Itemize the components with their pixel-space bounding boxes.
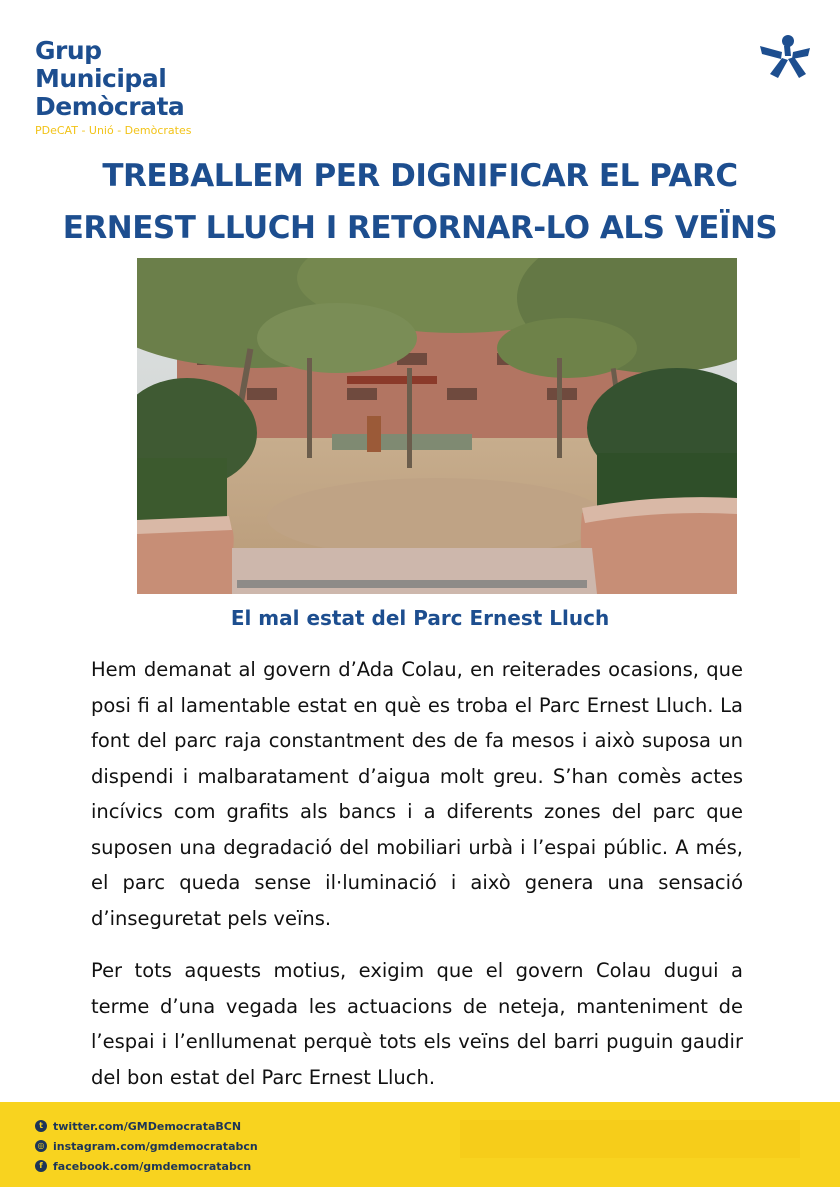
- social-link-facebook[interactable]: [35, 1156, 258, 1176]
- asterisk-person-icon: [758, 32, 810, 80]
- instagram-icon: ◎: [35, 1140, 47, 1152]
- logo-subtitle: PDeCAT - Unió - Demòcrates: [35, 124, 192, 137]
- footer-panel: [460, 1120, 800, 1158]
- facebook-icon: f: [35, 1160, 47, 1172]
- park-photo-drawing: [137, 258, 737, 594]
- page-title: [40, 150, 800, 254]
- social-link-text: facebook.com/gmdemocratabcn: [53, 1159, 252, 1173]
- social-links: [35, 1116, 258, 1176]
- social-link-text: twitter.com/GMDemocrataBCN: [53, 1119, 242, 1133]
- social-link-text: instagram.com/gmdemocratabcn: [53, 1139, 258, 1153]
- photo-caption: El mal estat del Parc Ernest Lluch: [230, 606, 610, 630]
- footer: [0, 1102, 840, 1187]
- logo-line-3: Demòcrata: [35, 92, 185, 121]
- logo-line-2: Municipal: [35, 64, 167, 93]
- logo-line-1: Grup: [35, 36, 102, 65]
- park-photo: [137, 258, 737, 594]
- paragraph: Hem demanat al govern d’Ada Colau, en reiterades ocasions, que posi fi al lamentable estat en què es troba el Parc Ernest Lluch. La font del parc raja constantment des de fa mesos i això suposa un dispendi i malbaratament d’aigua molt greu. S’han comès actes incívics com grafits als bancs i a diferents zones del parc que suposen una degradació del mobiliari urbà i l’espai públic. A més, el parc queda sense il·luminació i això genera una sensació d’inseguretat pels veïns.: [91, 658, 743, 930]
- article-body: [91, 652, 743, 1112]
- paragraph: Per tots aquests motius, exigim que el govern Colau dugui a terme d’una vegada les actuacions de neteja, manteniment de l’espai i l’enllumenat perquè tots els veïns del barri puguin gaudir del bon estat del Parc Ernest Lluch.: [91, 959, 743, 1089]
- twitter-icon: t: [35, 1120, 47, 1132]
- title-line-2: ERNEST LLUCH I RETORNAR-LO ALS VEÏNS: [62, 210, 778, 246]
- party-logo: [35, 37, 191, 137]
- social-link-instagram[interactable]: [35, 1136, 258, 1156]
- social-link-twitter[interactable]: [35, 1116, 258, 1136]
- title-line-1: TREBALLEM PER DIGNIFICAR EL PARC: [102, 158, 738, 194]
